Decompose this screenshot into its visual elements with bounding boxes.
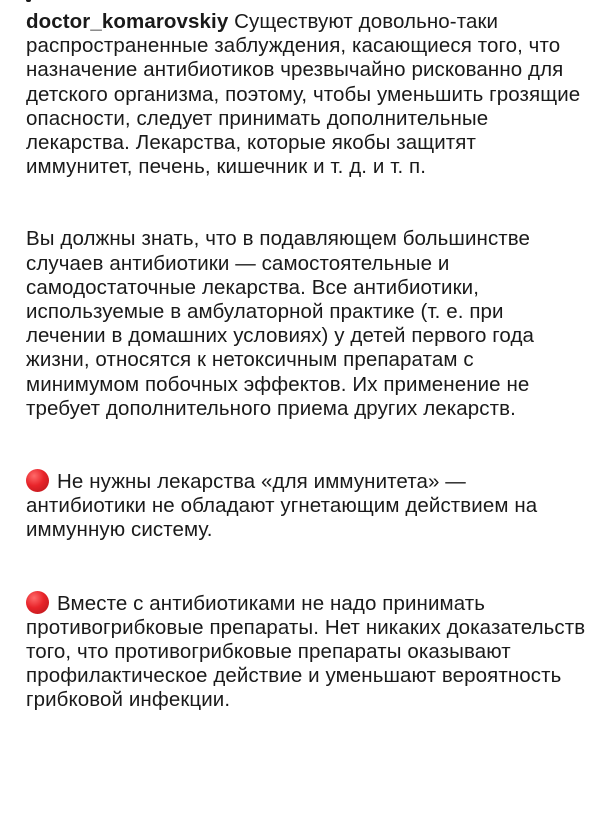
red-circle-icon (26, 591, 49, 614)
cropped-previous-line (26, 0, 31, 2)
caption-text-1: Существуют довольно-таки распространенные заблуждения, касающиеся того, что назначение антибиотиков чрезвычайно рискованно для детского организма, поэтому, чтобы уменьшить грозящие опасности, следует принимать дополнительные лекарства. Лекарства, которые якобы защитят иммунитет, печень, кишечник и т. д. и т. п. (26, 10, 581, 179)
caption-paragraph-4 (26, 591, 586, 713)
caption-text-2: Вы должны знать, что в подавляющем большинстве случаев антибиотики — самостоятельные и самодостаточные лекарства. Все антибиотики, используемые в амбулаторной практике (т. е. при лечении в домашних условиях) у детей первого года жизни, относятся к нетоксичным препаратам с минимумом побочных эффектов. Их применение не требует дополнительного приема других лекарств. (26, 227, 535, 420)
caption-text-3: Не нужны лекарства «для иммунитета» — антибиотики не обладают угнетающим действием на иммунную систему. (26, 470, 538, 542)
post-caption (26, 10, 586, 761)
caption-text-4: Вместе с антибиотиками не надо принимать противогрибковые препараты. Нет никаких доказательств того, что противогрибковые препараты оказывают профилактическое действие и уменьшают вероятность грибковой инфекции. (26, 591, 586, 712)
username-link[interactable]: doctor_komarovskiy (26, 10, 229, 33)
red-circle-icon (26, 469, 49, 492)
caption-paragraph-2 (26, 227, 586, 421)
caption-paragraph-1 (26, 10, 586, 179)
caption-paragraph-3 (26, 469, 586, 543)
